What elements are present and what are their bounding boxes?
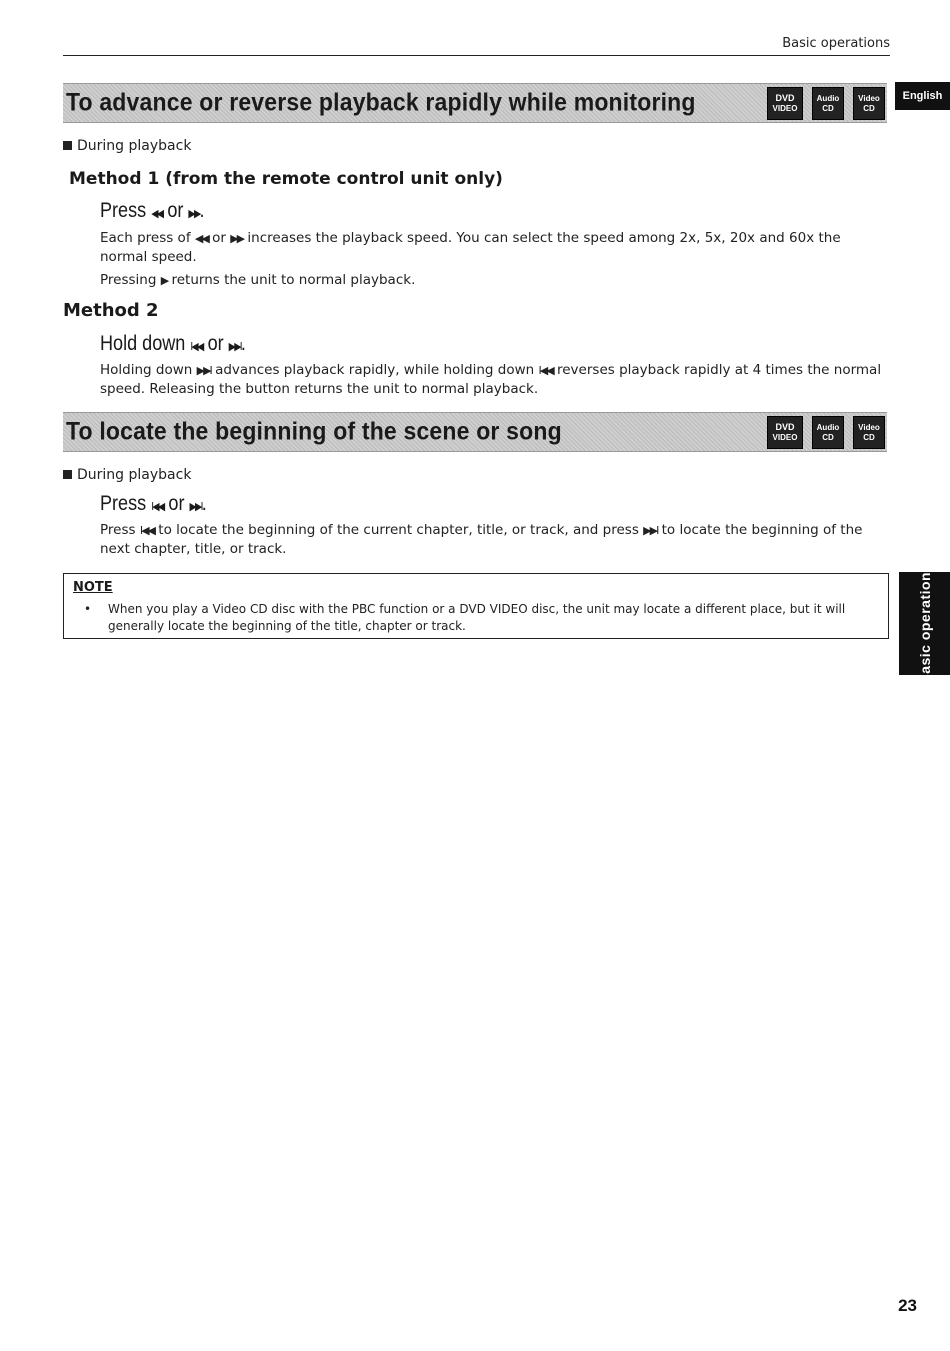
play-icon: ▶ (160, 274, 168, 287)
skip-next-icon: ▶▶I (228, 340, 241, 353)
skip-previous-icon: I◀◀ (190, 340, 203, 353)
video-cd-badge: Video CD (853, 87, 885, 120)
skip-next-icon: ▶▶I (196, 364, 211, 377)
fast-forward-icon: ▶▶ (230, 232, 244, 245)
rewind-icon: ◀◀ (194, 232, 208, 245)
note-text: When you play a Video CD disc with the PBC function or a DVD VIDEO disc, the unit may locate a different place, but it will generally locate the beginning of the title, chapter or track. (108, 602, 846, 633)
dvd-video-badge: DVD VIDEO (767, 87, 803, 120)
skip-previous-icon: I◀◀ (538, 364, 553, 377)
method1-action: Press ◀◀ or ▶▶. (100, 199, 205, 222)
skip-next-icon: ▶▶I (643, 524, 658, 537)
method1-heading: Method 1 (from the remote control unit only) (69, 169, 503, 189)
locate-action: Press I◀◀ or ▶▶I. (100, 492, 207, 515)
note-title: NOTE (73, 580, 113, 595)
rewind-icon: ◀◀ (151, 207, 163, 220)
chapter-tab-label: Basic operations (916, 563, 933, 684)
section-title: To locate the beginning of the scene or song (66, 417, 562, 446)
method1-description: Each press of ◀◀ or ▶▶ increases the playback speed. You can select the speed among 2x, 5x, 20x and 60x the normal speed. (100, 230, 841, 265)
note-box (63, 573, 889, 639)
section-title: To advance or reverse playback rapidly while monitoring (66, 88, 696, 117)
condition-line: During playback (63, 467, 191, 483)
method1-note: Pressing ▶ returns the unit to normal playback. (100, 272, 416, 288)
section-banner-locate (63, 412, 887, 452)
skip-next-icon: ▶▶I (189, 500, 202, 513)
dvd-video-badge: DVD VIDEO (767, 416, 803, 449)
method2-action: Hold down I◀◀ or ▶▶I. (100, 332, 246, 355)
condition-line: During playback (63, 138, 191, 154)
section-banner-advance-reverse (63, 83, 887, 123)
method2-description: Holding down ▶▶I advances playback rapidly, while holding down I◀◀ reverses playback rapidly at 4 times the normal speed. Releasing the button returns the unit to normal playback. (100, 362, 882, 397)
fast-forward-icon: ▶▶ (188, 207, 200, 220)
audio-cd-badge: Audio CD (812, 87, 844, 120)
locate-description: Press I◀◀ to locate the beginning of the current chapter, title, or track, and press ▶▶I to locate the beginning of the next chapter, title, or track. (100, 522, 863, 557)
method2-heading: Method 2 (63, 300, 159, 321)
header-rule (63, 55, 890, 56)
skip-previous-icon: I◀◀ (151, 500, 164, 513)
square-bullet-icon (63, 141, 72, 150)
page-number: 23 (898, 1296, 917, 1315)
chapter-tab (899, 563, 950, 684)
audio-cd-badge: Audio CD (812, 416, 844, 449)
note-item (84, 601, 874, 635)
disc-badges (767, 87, 885, 119)
square-bullet-icon (63, 470, 72, 479)
skip-previous-icon: I◀◀ (139, 524, 154, 537)
bullet-icon: • (84, 602, 92, 616)
language-tab: English (895, 82, 950, 110)
running-header: Basic operations (782, 36, 890, 51)
disc-badges (767, 416, 885, 448)
video-cd-badge: Video CD (853, 416, 885, 449)
